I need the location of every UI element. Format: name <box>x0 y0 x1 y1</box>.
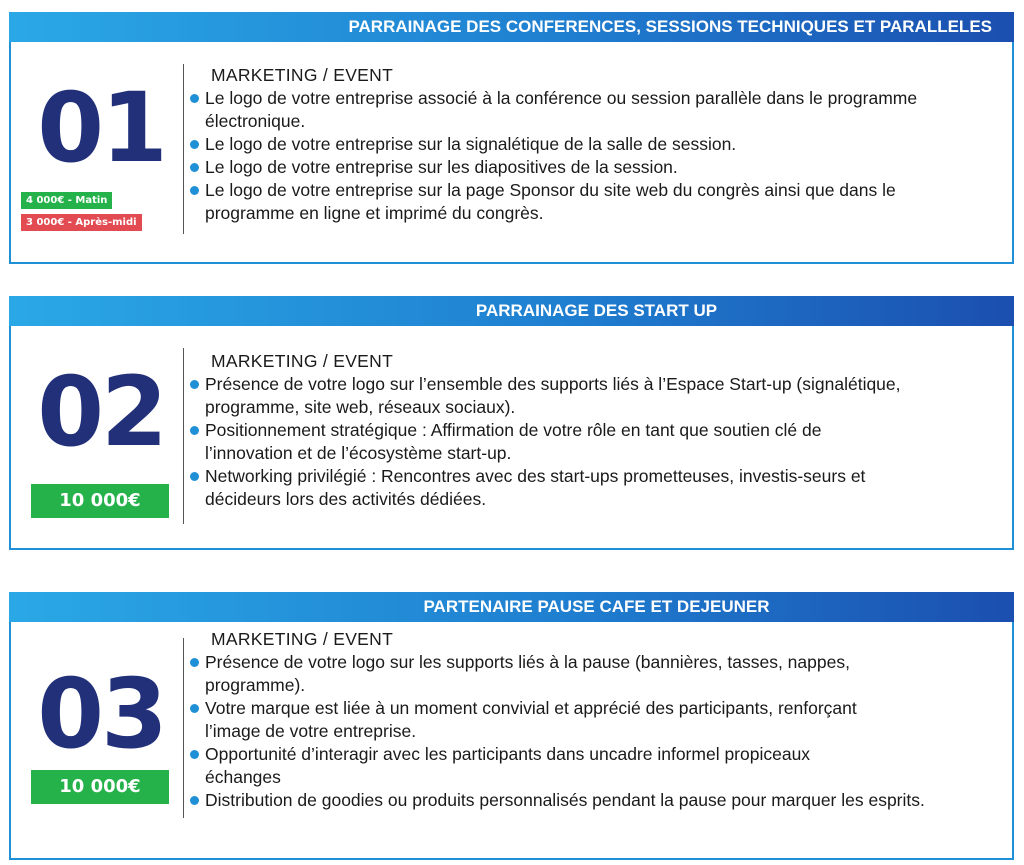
section-card-03 <box>9 592 1014 860</box>
section-card-02 <box>9 296 1014 550</box>
price-badge: 10 000€ <box>31 484 169 518</box>
list-item: Distribution de goodies ou produits personnalisés pendant la pause pour marquer les esprits. <box>193 789 1002 812</box>
section-subtitle: MARKETING / EVENT <box>211 65 394 85</box>
list-item: Le logo de votre entreprise sur la signalétique de la salle de session. <box>193 133 1002 156</box>
list-item: Le logo de votre entreprise sur la page Sponsor du site web du congrès ainsi que dans le programme en ligne et imprimé du congrès. <box>193 179 1002 225</box>
list-item: Présence de votre logo sur l’ensemble des supports liés à l’Espace Start-up (signalétique, programme, site web, réseaux sociaux). <box>193 373 1002 419</box>
list-item: Le logo de votre entreprise associé à la conférence ou session parallèle dans le programme électronique. <box>193 87 1002 133</box>
price-badge-afternoon: 3 000€ - Après-midi <box>21 214 142 231</box>
section-header: PARTENAIRE PAUSE CAFE ET DEJEUNER <box>9 592 1014 622</box>
price-badge-morning: 4 000€ - Matin <box>21 192 112 209</box>
list-item: Networking privilégié : Rencontres avec des start-ups prometteuses, investis-seurs et décideurs lors des activités dédiées. <box>193 465 1002 511</box>
list-item: Votre marque est liée à un moment convivial et apprécié des participants, renforçant l’image de votre entreprise. <box>193 697 1002 743</box>
section-number: 02 <box>37 356 165 468</box>
section-number: 03 <box>37 658 165 770</box>
price-badge: 10 000€ <box>31 770 169 804</box>
list-item: Opportunité d’interagir avec les participants dans uncadre informel propiceaux échanges <box>193 743 1002 789</box>
section-content <box>193 628 1002 812</box>
section-subtitle: MARKETING / EVENT <box>211 351 394 371</box>
list-item: Présence de votre logo sur les supports liés à la pause (bannières, tasses, nappes, programme). <box>193 651 1002 697</box>
section-header: PARRAINAGE DES CONFERENCES, SESSIONS TECHNIQUES ET PARALLELES <box>9 12 1014 42</box>
divider <box>183 348 184 524</box>
divider <box>183 638 184 818</box>
section-card-01 <box>9 12 1014 264</box>
section-header: PARRAINAGE DES START UP <box>9 296 1014 326</box>
list-item: Le logo de votre entreprise sur les diapositives de la session. <box>193 156 1002 179</box>
section-content <box>193 350 1002 511</box>
divider <box>183 64 184 234</box>
list-item: Positionnement stratégique : Affirmation de votre rôle en tant que soutien clé de l’innovation et de l’écosystème start-up. <box>193 419 1002 465</box>
section-content <box>193 64 1002 225</box>
section-subtitle: MARKETING / EVENT <box>211 629 394 649</box>
section-number: 01 <box>37 72 165 184</box>
